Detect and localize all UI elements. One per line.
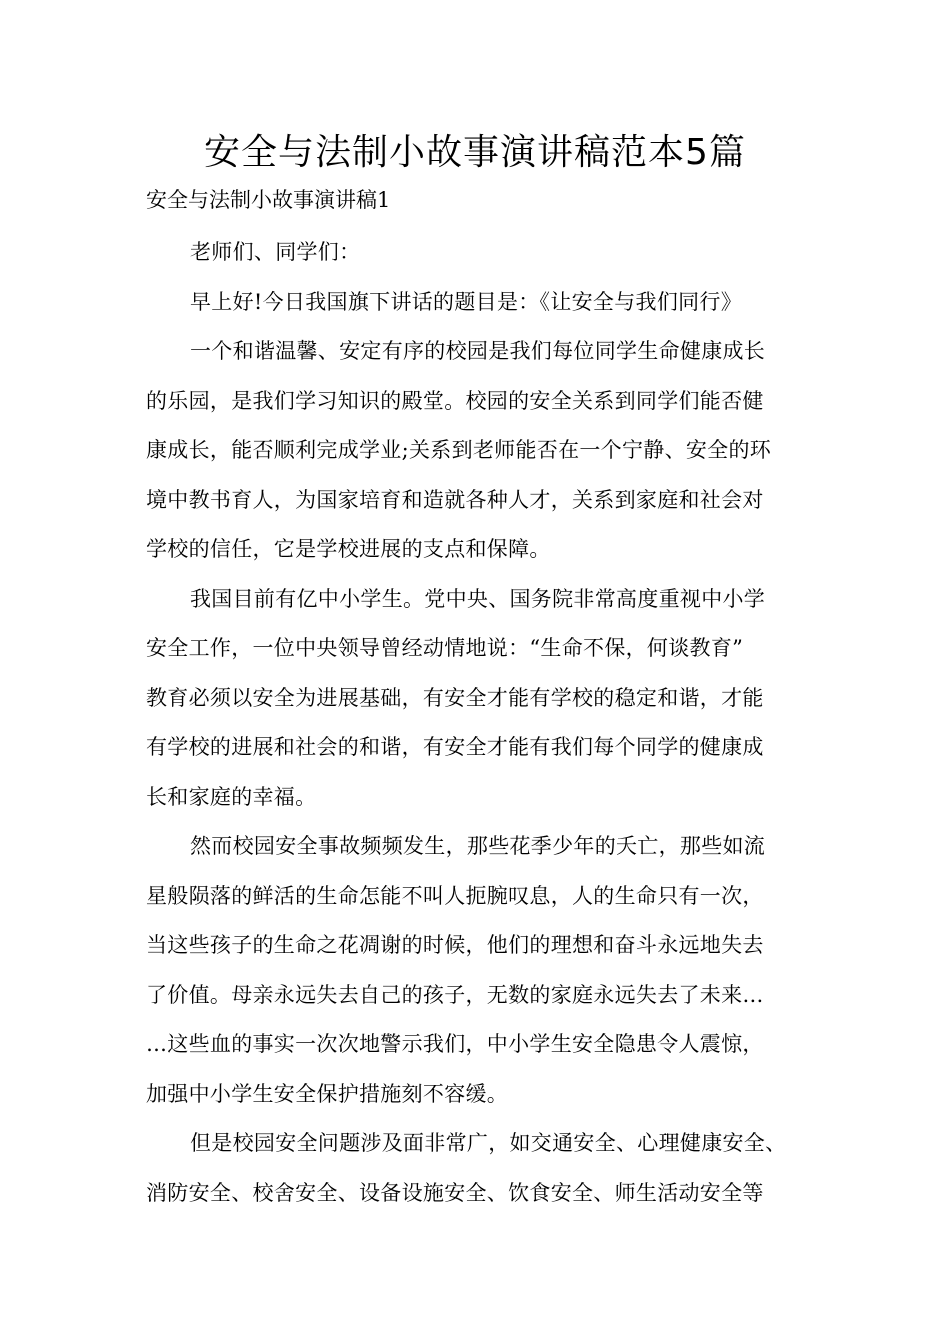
text-line: 有学校的进展和社会的和谐，有安全才能有我们每个同学的健康成 — [146, 735, 764, 759]
text-line: 的乐园，是我们学习知识的殿堂。校园的安全关系到同学们能否健 — [146, 389, 764, 413]
text-line: 我国目前有亿中小学生。党中央、国务院非常高度重视中小学 — [190, 587, 766, 611]
text-line: 加强中小学生安全保护措施刻不容缓。 — [146, 1082, 509, 1106]
text-line: 一个和谐温馨、安定有序的校园是我们每位同学生命健康成长 — [190, 339, 766, 363]
text-line: 消防安全、校舍安全、设备设施安全、饮食安全、师生活动安全等 — [146, 1181, 764, 1205]
text-line: 星般陨落的鲜活的生命怎能不叫人扼腕叹息，人的生命只有一次， — [146, 884, 764, 908]
text-line: 但是校园安全问题涉及面非常广，如交通安全、心理健康安全、 — [190, 1131, 787, 1155]
text-line: …这些血的事实一次次地警示我们，中小学生安全隐患令人震惊， — [146, 1032, 764, 1056]
text-line: 了价值。母亲永远失去自己的孩子，无数的家庭永远失去了未来… — [146, 983, 764, 1007]
text-line: 长和家庭的幸福。 — [146, 785, 317, 809]
text-line: 安全工作，一位中央领导曾经动情地说：“生命不保，何谈教育” — [146, 636, 744, 660]
text-line: 当这些孩子的生命之花凋谢的时候，他们的理想和奋斗永远地失去 — [146, 933, 764, 957]
text-line: 教育必须以安全为进展基础，有安全才能有学校的稳定和谐，才能 — [146, 686, 764, 710]
document-title: 安全与法制小故事演讲稿范本5篇 — [204, 132, 746, 173]
text-line: 然而校园安全事故频频发生，那些花季少年的夭亡，那些如流 — [190, 834, 766, 858]
section-heading: 安全与法制小故事演讲稿1 — [146, 188, 391, 212]
text-line: 老师们、同学们： — [190, 240, 361, 264]
text-line: 境中教书育人，为国家培育和造就各种人才，关系到家庭和社会对 — [146, 488, 764, 512]
text-line: 学校的信任，它是学校进展的支点和保障。 — [146, 537, 551, 561]
text-line: 康成长，能否顺利完成学业;关系到老师能否在一个宁静、安全的环 — [146, 438, 772, 462]
text-line: 早上好!今日我国旗下讲话的题目是：《让安全与我们同行》 — [190, 290, 743, 314]
